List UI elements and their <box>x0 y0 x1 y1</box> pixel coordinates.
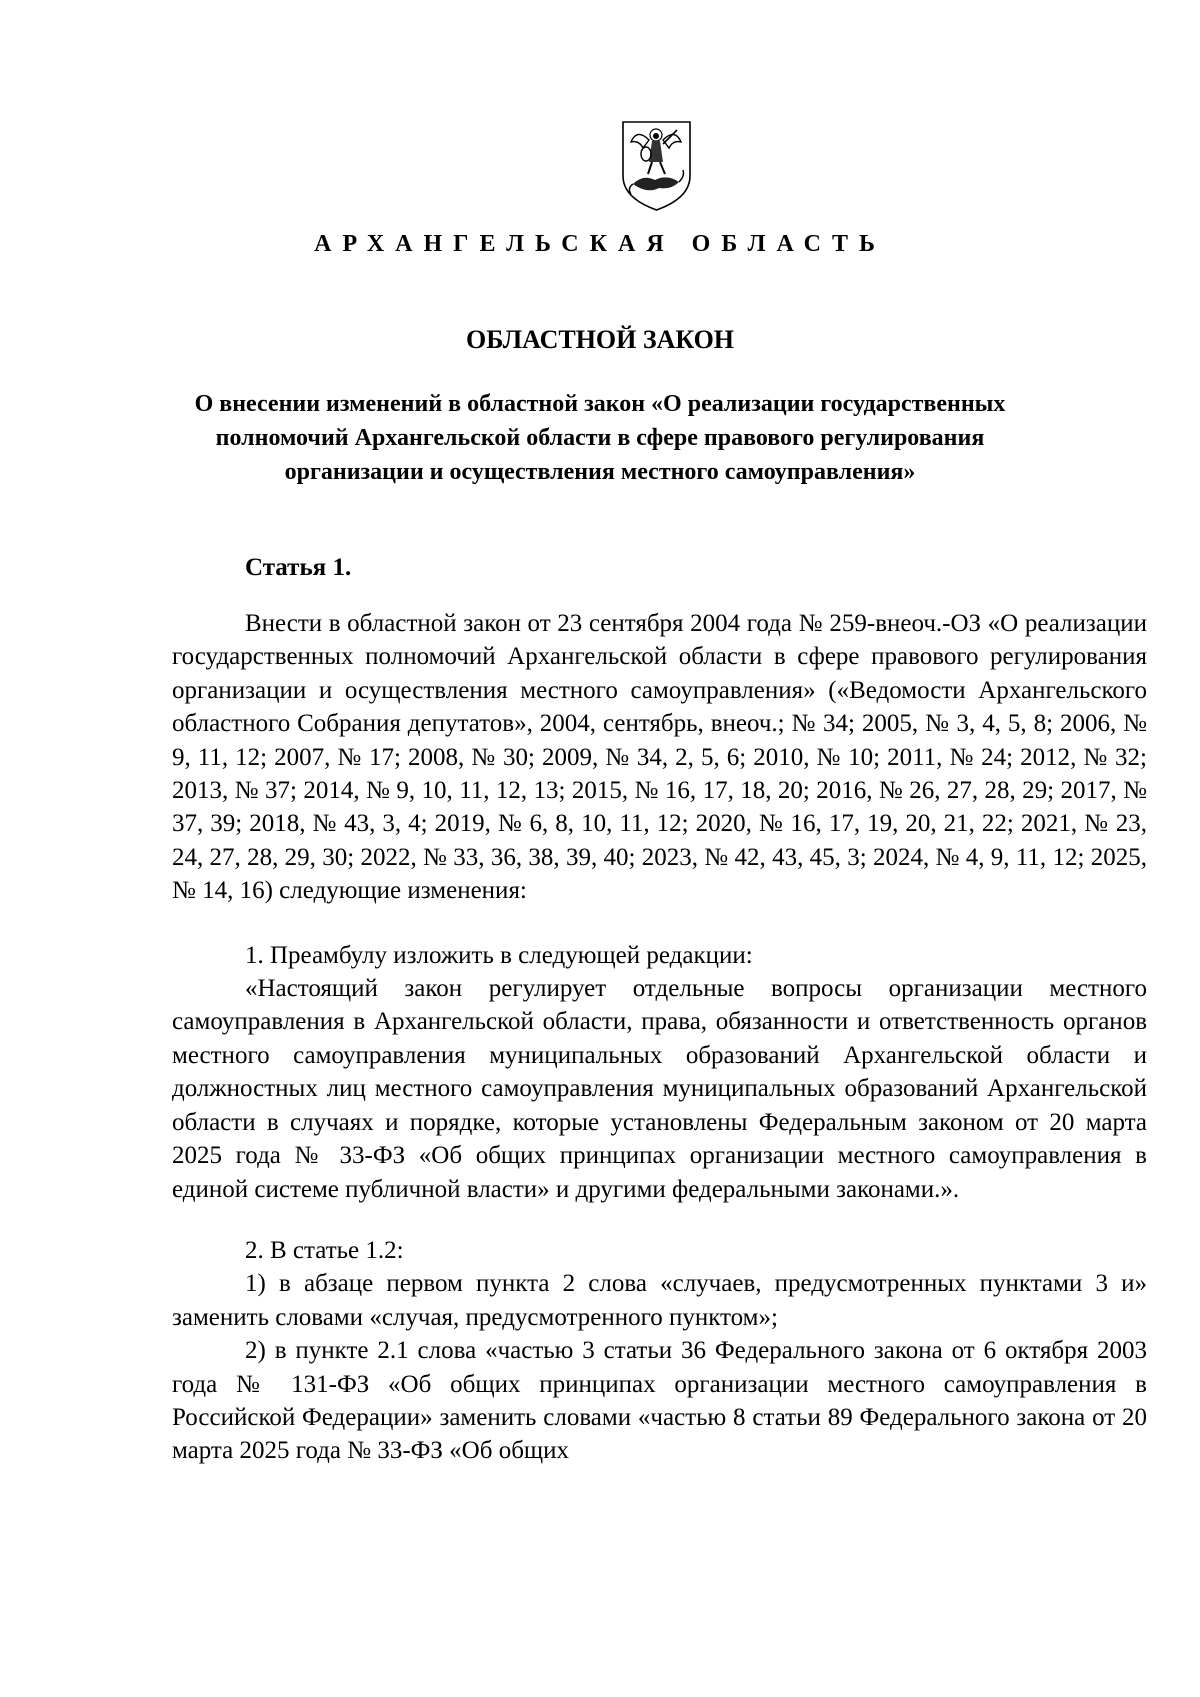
article-paragraph: Внести в областной закон от 23 сентября 2004 года № 259-внеоч.-ОЗ «О реализации государственных полномочий Архангельской области в сфере правового регулирования организации и осуществления местного самоуправления» («Ведомости Архангельского областного Собрания депутатов», 2004, сентябрь, внеоч.; № 34; 2005, № 3, 4, 5, 8; 2006, № 9, 11, 12; 2007, № 17; 2008, № 30; 2009, № 34, 2, 5, 6; 2010, № 10; 2011, № 24; 2012, № 32; 2013, № 37; 2014, № 9, 10, 11, 12, 13; 2015, № 16, 17, 18, 20; 2016, № 26, 27, 28, 29; 2017, № 37, 39; 2018, № 43, 3, 4; 2019, № 6, 8, 10, 11, 12; 2020, № 16, 17, 19, 20, 21, 22; 2021, № 23, 24, 27, 28, 29, 30; 2022, № 33, 36, 38, 39, 40; 2023, № 42, 43, 45, 3; 2024, № 4, 9, 11, 12; 2025, № 14, 16) следующие изменения: <box>172 610 1147 905</box>
article-body <box>172 607 1147 1468</box>
law-type-heading: ОБЛАСТНОЙ ЗАКОН <box>465 325 735 354</box>
coat-of-arms-icon <box>619 118 694 213</box>
region-name: АРХАНГЕЛЬСКАЯ ОБЛАСТЬ <box>314 231 886 257</box>
article-paragraph: 2) в пункте 2.1 слова «частью 3 статьи 36 Федерального закона от 6 октября 2003 года № 131-ФЗ «Об общих принципах организации местного самоуправления в Российской Федерации» заменить словами «частью 8 статьи 89 Федерального закона от 20 марта 2025 года № 33-ФЗ «Об общих <box>172 1337 1147 1465</box>
article-paragraph: «Настоящий закон регулирует отдельные вопросы организации местного самоуправления в Архангельской области, права, обязанности и ответственность органов местного самоуправления муниципальных образований Архангельской области и должностных лиц местного самоуправления муниципальных образований Архангельской области в случаях и порядке, которые установлены Федеральным законом от 20 марта 2025 года № 33-ФЗ «Об общих принципах организации местного самоуправления в единой системе публичной власти» и другими федеральными законами.». <box>172 975 1147 1203</box>
law-title: О внесении изменений в областной закон «О реализации государственных полномочий Архангельской области в сфере правового регулирования организации и осуществления местного самоуправления» <box>194 391 1006 485</box>
article-heading: Статья 1. <box>245 554 352 581</box>
article-paragraph: 1. Преамбулу изложить в следующей редакции: <box>245 941 753 969</box>
article-paragraph: 2. В статье 1.2: <box>245 1236 404 1264</box>
article-paragraph: 1) в абзаце первом пункта 2 слова «случаев, предусмотренных пунктами 3 и» заменить словами «случая, предусмотренного пунктом»; <box>172 1270 1147 1331</box>
